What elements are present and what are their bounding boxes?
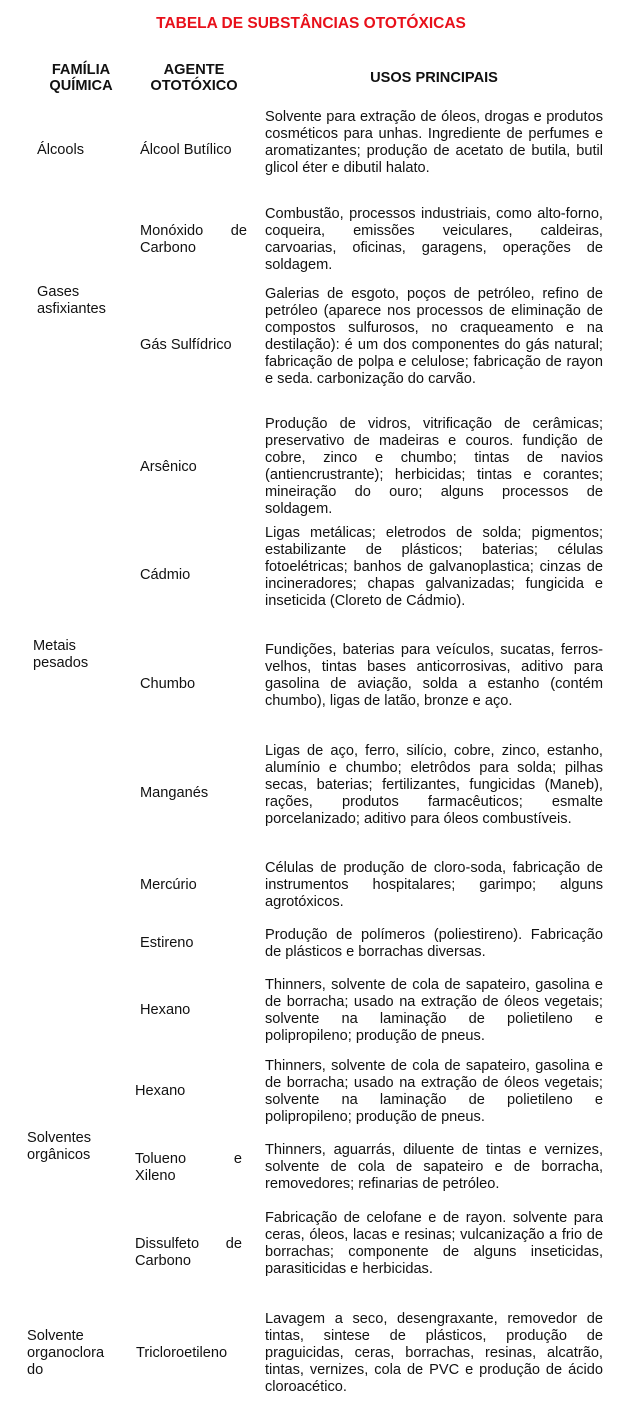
agent-monoxido-de-carbono	[140, 223, 247, 257]
agent-tolueno-e-xileno	[135, 1151, 242, 1185]
agent-line: Tolueno e	[135, 1151, 242, 1167]
agent-manganes: Manganés	[140, 785, 209, 801]
agent-hexano-2: Hexano	[135, 1083, 186, 1099]
header-family-line1: FAMÍLIA	[51, 62, 111, 78]
uses-monoxido-de-carbono: Combustão, processos industriais, como alto-forno, coqueira, emissões veiculares, caldeiras, carvoarias, oficinas, garagens, operações de soldagem.	[265, 206, 603, 273]
uses-manganes: Ligas de aço, ferro, silício, cobre, zinco, estanho, alumínio e chumbo; eletrôdos para solda; pilhas secas, baterias; fertilizantes, fungicidas (Maneb), rações, produtos farmacêuticos; esmalte porcelanizado; aditivo para óleos combustíveis.	[265, 743, 603, 827]
header-family	[36, 62, 126, 94]
agent-line: Xileno	[135, 1167, 176, 1184]
agent-line: Carbono	[135, 1252, 191, 1269]
family-gases-asfixiantes	[37, 284, 127, 318]
uses-mercurio: Células de produção de cloro-soda, fabricação de instrumentos hospitalares; garimpo; alguns agrotóxicos.	[265, 860, 603, 910]
family-solventes-organicos	[27, 1130, 117, 1164]
family-label-line: do	[27, 1361, 44, 1378]
header-agent	[140, 62, 248, 94]
uses-tolueno-e-xileno: Thinners, aguarrás, diluente de tintas e vernizes, solvente de cola de sapateiro e de borracha, removedores; refinarias de petróleo.	[265, 1142, 603, 1192]
header-family-line2: QUÍMICA	[49, 78, 113, 94]
uses-dissulfeto-de-carbono: Fabricação de celofane e de rayon. solvente para ceras, óleos, lacas e resinas; vulcanização a frio de borrachas; componente de alguns inseticidas, parasiticidas e herbicidas.	[265, 1210, 603, 1277]
family-label-line: Gases	[37, 284, 80, 300]
uses-arsenico: Produção de vidros, vitrificação de cerâmicas; preservativo de madeiras e couros. fundição de cobre, zinco e chumbo; tintas de navios (antiencrustrante); herbicidas; tintas e corantes; mineiração do ouro; alguns processos de soldagem.	[265, 416, 603, 517]
agent-cadmio: Cádmio	[140, 567, 191, 583]
family-label-line: organoclora	[27, 1344, 105, 1361]
uses-tricloroetileno: Lavagem a seco, desengraxante, removedor de tintas, sintese de plásticos, produção de praguicidas, ceras, borrachas, resinas, alcatrão, tintas, vernizes, cola de PVC e produção de ácido cloroacético.	[265, 1311, 603, 1395]
uses-hexano-2: Thinners, solvente de cola de sapateiro, gasolina e de borracha; usado na extração de óleos vegetais; solvente na laminação de polietileno e polipropileno; produção de pneus.	[265, 1058, 603, 1125]
family-label-line: Solvente	[27, 1328, 84, 1344]
family-label-line: Metais	[33, 638, 76, 654]
agent-estireno: Estireno	[140, 935, 194, 951]
agent-chumbo: Chumbo	[140, 676, 196, 692]
uses-chumbo: Fundições, baterias para veículos, sucatas, ferros-velhos, tintas bases anticorrosivas, aditivo para gasolina de aviação, solda a estanho (contém chumbo), ligas de latão, bronze e aço.	[265, 642, 603, 709]
uses-cadmio: Ligas metálicas; eletrodos de solda; pigmentos; estabilizante de plásticos; baterias; células fotoelétricas; banhos de galvanoplastica; cinzas de incineradores; chapas galvanizadas; fungicida e inseticida (Cloreto de Cádmio).	[265, 525, 603, 609]
agent-line: Carbono	[140, 239, 196, 256]
uses-estireno: Produção de polímeros (poliestireno). Fabricação de plásticos e borrachas diversas.	[265, 927, 603, 960]
family-label-line: Solventes	[27, 1130, 92, 1146]
family-alcools: Álcools	[37, 142, 85, 158]
family-label-line: orgânicos	[27, 1146, 91, 1163]
agent-mercurio: Mercúrio	[140, 877, 197, 893]
agent-alcool-butilico: Álcool Butílico	[140, 142, 232, 158]
header-uses: USOS PRINCIPAIS	[370, 70, 498, 86]
family-metais-pesados	[33, 638, 123, 672]
family-solvente-organoclorado	[27, 1328, 117, 1379]
agent-hexano: Hexano	[140, 1002, 191, 1018]
agent-tricloroetileno: Tricloroetileno	[136, 1345, 228, 1361]
agent-line: Monóxido de	[140, 223, 247, 239]
agent-line: Dissulfeto de	[135, 1236, 242, 1252]
agent-gas-sulfidrico: Gás Sulfídrico	[140, 337, 232, 353]
uses-gas-sulfidrico: Galerias de esgoto, poços de petróleo, refino de petróleo (aparece nos processos de eliminação de compostos sulfurosos, no craqueamento e na destilação): é um dos componentes do gás natural; fabricação de polpa e celulose; fabricação de rayon e seda. carbonização do carvão.	[265, 286, 603, 387]
uses-hexano: Thinners, solvente de cola de sapateiro, gasolina e de borracha; usado na extração de óleos vegetais; solvente na laminação de polietileno e polipropileno; produção de pneus.	[265, 977, 603, 1044]
uses-alcool-butilico: Solvente para extração de óleos, drogas e produtos cosméticos para unhas. Ingrediente de perfumes e aromatizantes; produção de acetato de butila, butil glicol éter e dibutil halato.	[265, 109, 603, 176]
agent-arsenico: Arsênico	[140, 459, 197, 475]
header-agent-line1: AGENTE	[163, 62, 225, 78]
agent-dissulfeto-de-carbono	[135, 1236, 242, 1270]
header-agent-line2: OTOTÓXICO	[150, 78, 238, 94]
page-title: TABELA DE SUBSTÂNCIAS OTOTÓXICAS	[156, 15, 466, 32]
family-label-line: pesados	[33, 654, 89, 671]
family-label-line: asfixiantes	[37, 300, 106, 317]
